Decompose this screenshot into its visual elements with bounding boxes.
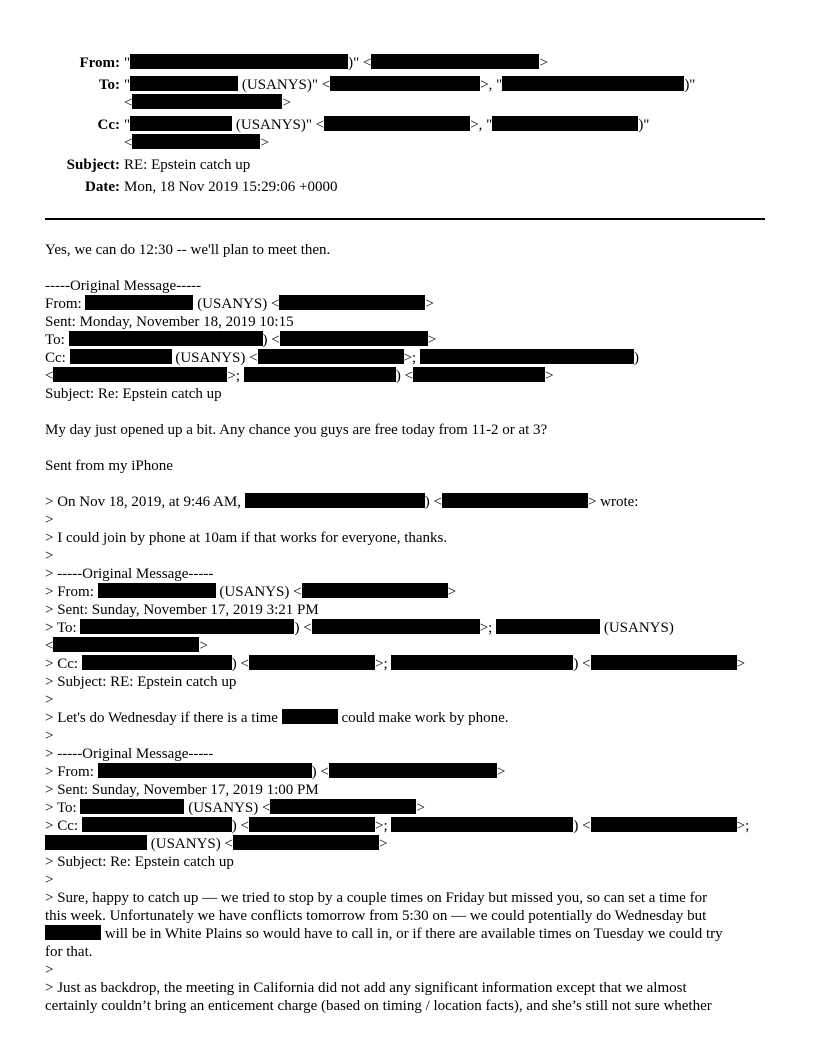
- redaction: [502, 76, 684, 91]
- redaction: [98, 763, 312, 778]
- redaction: [80, 799, 184, 814]
- q1-on-line: > On Nov 18, 2019, at 9:46 AM, ) < > wrote:: [45, 494, 639, 510]
- redaction: [82, 817, 232, 832]
- from-label: From:: [79, 55, 120, 71]
- redaction: [249, 817, 375, 832]
- orig1-cc: Cc: (USANYS) < >; ): [45, 350, 639, 366]
- redaction: [492, 116, 638, 131]
- q1-join: > I could join by phone at 10am if that works for everyone, thanks.: [45, 530, 448, 546]
- orig1-cc-2: < >; ) < >: [45, 368, 554, 384]
- redaction: [130, 116, 232, 131]
- redaction: [324, 116, 470, 131]
- redaction: [69, 331, 263, 346]
- q3-sent: > Sent: Sunday, November 17, 2019 1:00 PM: [45, 782, 319, 798]
- redaction: [330, 76, 480, 91]
- header-to-value: " (USANYS)" < >, " )": [124, 77, 696, 93]
- redaction: [413, 367, 545, 382]
- redaction: [132, 134, 260, 149]
- redaction: [420, 349, 634, 364]
- q3-para1-line2: this week. Unfortunately we have conflicts tomorrow from 5:30 on — we could potentially do Wednesday but: [45, 908, 707, 924]
- redaction: [132, 94, 282, 109]
- q2-wednesday: > Let's do Wednesday if there is a time could make work by phone.: [45, 710, 509, 726]
- quote-marker: >: [45, 512, 54, 528]
- q2-divider: > -----Original Message-----: [45, 566, 214, 582]
- redaction: [391, 817, 573, 832]
- redaction: [130, 54, 348, 69]
- redaction: [391, 655, 573, 670]
- quote-marker: >: [45, 872, 54, 888]
- header-cc-value-2: < >: [124, 135, 269, 151]
- subject-label: Subject:: [66, 157, 120, 173]
- q2-to: > To: ) < >; (USANYS): [45, 620, 674, 636]
- q3-cc: > Cc: ) < >; ) < >;: [45, 818, 750, 834]
- orig1-divider: -----Original Message-----: [45, 278, 202, 294]
- redaction: [371, 54, 539, 69]
- redaction: [85, 295, 193, 310]
- quote-marker: >: [45, 692, 54, 708]
- cc-label: Cc:: [97, 117, 120, 133]
- header-from-value: " )" < >: [124, 55, 548, 71]
- redaction: [245, 493, 425, 508]
- redaction: [82, 655, 232, 670]
- header-subject-value: RE: Epstein catch up: [124, 157, 251, 173]
- q2-to-2: < >: [45, 638, 208, 654]
- redaction: [282, 709, 338, 724]
- q3-to: > To: (USANYS) < >: [45, 800, 425, 816]
- redaction: [280, 331, 428, 346]
- redaction: [258, 349, 404, 364]
- q2-cc: > Cc: ) < >; ) < >: [45, 656, 746, 672]
- orig1-from: From: (USANYS) < >: [45, 296, 434, 312]
- redaction: [496, 619, 600, 634]
- q3-para1-line4: for that.: [45, 944, 93, 960]
- redaction: [329, 763, 497, 778]
- redaction: [302, 583, 448, 598]
- to-label: To:: [98, 77, 120, 93]
- q3-subject: > Subject: Re: Epstein catch up: [45, 854, 234, 870]
- q3-para1-line1: > Sure, happy to catch up — we tried to stop by a couple times on Friday but missed you, so can set a time for: [45, 890, 708, 906]
- orig1-sent: Sent: Monday, November 18, 2019 10:15: [45, 314, 294, 330]
- redaction: [249, 655, 375, 670]
- quote-marker: >: [45, 548, 54, 564]
- reply-text: Yes, we can do 12:30 -- we'll plan to meet then.: [45, 242, 331, 258]
- redaction: [442, 493, 588, 508]
- orig1-subject: Subject: Re: Epstein catch up: [45, 386, 222, 402]
- redaction: [244, 367, 396, 382]
- q3-para2-line1: > Just as backdrop, the meeting in California did not add any significant information except that we almost: [45, 980, 687, 996]
- q2-from: > From: (USANYS) < >: [45, 584, 457, 600]
- orig1-signature: Sent from my iPhone: [45, 458, 173, 474]
- redaction: [591, 655, 737, 670]
- q3-divider: > -----Original Message-----: [45, 746, 214, 762]
- redaction: [80, 619, 294, 634]
- orig1-message: My day just opened up a bit. Any chance you guys are free today from 11-2 or at 3?: [45, 422, 548, 438]
- redaction: [130, 76, 238, 91]
- redaction: [45, 925, 101, 940]
- header-to-value-2: < >: [124, 95, 291, 111]
- redaction: [591, 817, 737, 832]
- redaction: [279, 295, 425, 310]
- q3-para2-line2: certainly couldn’t bring an enticement charge (based on timing / location facts), and she’s still not sure whether: [45, 998, 712, 1014]
- q3-cc-2: (USANYS) < >: [45, 835, 387, 853]
- q2-subject: > Subject: RE: Epstein catch up: [45, 674, 237, 690]
- redaction: [53, 367, 227, 382]
- q2-sent: > Sent: Sunday, November 17, 2019 3:21 PM: [45, 602, 319, 618]
- redaction: [45, 835, 147, 850]
- q3-para1-line3: will be in White Plains so would have to call in, or if there are available times on Tuesday we could try: [45, 925, 723, 943]
- redaction: [98, 583, 216, 598]
- date-label: Date:: [85, 179, 120, 195]
- header-date-value: Mon, 18 Nov 2019 15:29:06 +0000: [124, 179, 338, 195]
- header-cc-value: " (USANYS)" < >, " )": [124, 117, 650, 133]
- redaction: [312, 619, 480, 634]
- redaction: [53, 637, 199, 652]
- header-divider: [45, 218, 765, 220]
- redaction: [233, 835, 379, 850]
- q3-from: > From: ) < >: [45, 764, 506, 780]
- orig1-to: To: ) < >: [45, 332, 437, 348]
- redaction: [270, 799, 416, 814]
- quote-marker: >: [45, 728, 54, 744]
- quote-marker: >: [45, 962, 54, 978]
- redaction: [70, 349, 172, 364]
